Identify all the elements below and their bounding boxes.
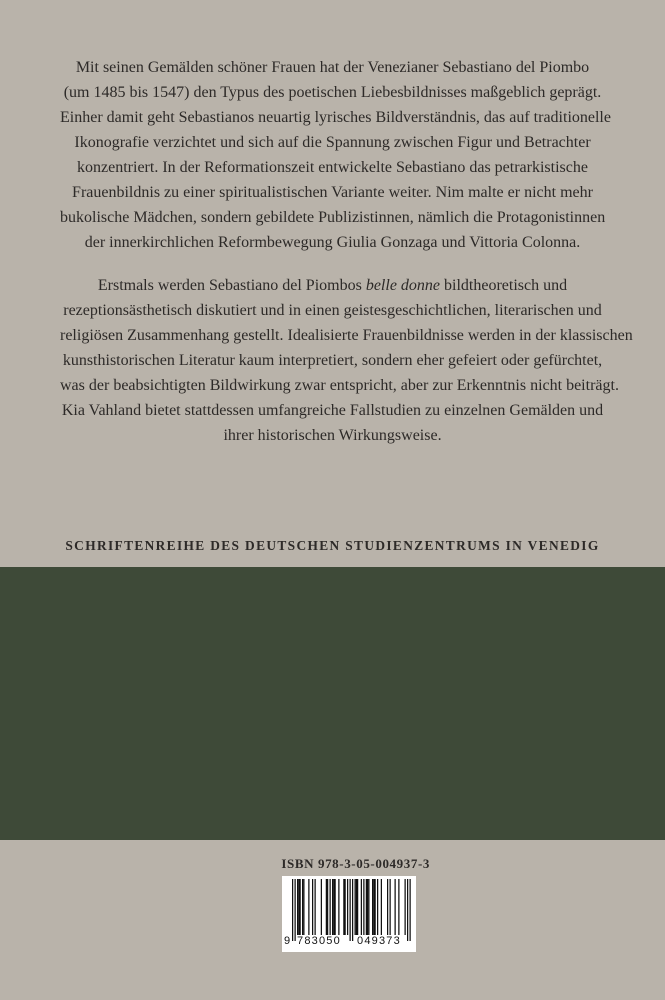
barcode-bar <box>347 879 348 935</box>
barcode-bar <box>308 879 309 935</box>
barcode-bar <box>390 879 391 935</box>
barcode-bar <box>357 879 358 935</box>
barcode-bar <box>297 879 298 935</box>
barcode-bar <box>375 879 376 935</box>
blurb-2-line: rezeptionsästhetisch diskutiert und in einen geistesgeschichtlichen, literarischen und <box>63 302 602 319</box>
blurb-2-first-line <box>60 273 605 298</box>
barcode-bar <box>350 879 351 941</box>
barcode-bar <box>361 879 362 935</box>
barcode-bar <box>387 879 388 935</box>
isbn-label: ISBN 978-3-05-004937-3 <box>281 856 430 871</box>
barcode-bar <box>335 879 336 935</box>
blurb-2-italic-title: belle donne <box>365 277 441 294</box>
barcode-bar <box>366 879 367 935</box>
barcode-bar <box>315 879 316 935</box>
barcode-bar <box>327 879 328 935</box>
blurb-1-line: Frauenbildnis zu einer spiritualistischen Variante weiter. Nim malte er nicht mehr <box>72 184 593 201</box>
blurb-1-line: der innerkirchlichen Reformbewegung Giulia Gonzaga und Vittoria Colonna. <box>84 234 581 251</box>
barcode-digits-left: 783050 <box>297 935 341 947</box>
barcode-bar <box>330 879 331 935</box>
blurb-2-line-start: Erstmals werden Sebastiano del Piombos <box>97 277 366 294</box>
barcode-bar <box>295 879 296 941</box>
barcode-bar <box>345 879 346 935</box>
barcode <box>282 876 416 952</box>
barcode-bar <box>302 879 303 935</box>
barcode-bar <box>333 879 334 935</box>
barcode-bar <box>356 879 357 935</box>
blurb-2-line-end: bildtheoretisch und <box>440 277 568 294</box>
blurb-2-line: kunsthistorischen Literatur kaum interpretiert, sondern eher gefeiert oder gefürchtet, <box>62 352 603 369</box>
barcode-digit-first: 9 <box>284 935 291 947</box>
barcode-bar <box>367 879 368 935</box>
blurb-2-line: ihrer historischen Wirkungsweise. <box>223 427 442 444</box>
barcode-bar <box>381 879 382 935</box>
blurb-2-line: Kia Vahland bietet stattdessen umfangreiche Fallstudien zu einzelnen Gemälden und <box>61 402 604 419</box>
blurb-1-line: (um 1485 bis 1547) den Typus des poetischen Liebesbildnisses maßgeblich geprägt. <box>63 84 602 101</box>
barcode-bar <box>303 879 304 935</box>
blurb-1-line: konzentriert. In der Reformationszeit entwickelte Sebastiano das petrarkistische <box>77 159 588 176</box>
barcode-bar <box>395 879 396 935</box>
barcode-bar <box>321 879 322 935</box>
barcode-bar <box>326 879 327 935</box>
barcode-bar <box>372 879 373 935</box>
blurb-1-line: Einher damit geht Sebastianos neuartig lyrisches Bildverständnis, das auf traditionelle <box>60 109 611 126</box>
barcode-bar <box>298 879 299 935</box>
barcode-bar <box>338 879 339 935</box>
barcode-bar <box>407 879 408 941</box>
barcode-bar <box>373 879 374 935</box>
blurb-1-line: bukolische Mädchen, sondern gebildete Publizistinnen, nämlich die Protagonistinnen <box>60 209 606 226</box>
series-title: SCHRIFTENREIHE DES DEUTSCHEN STUDIENZENTRUMS IN VENEDIG <box>65 538 600 553</box>
barcode-bar <box>405 879 406 935</box>
green-color-band <box>0 567 665 840</box>
barcode-bar <box>292 879 293 941</box>
blurb-2-line: religiösen Zusammenhang gestellt. Idealisierte Frauenbildnisse werden in der klassischen <box>60 327 633 344</box>
barcode-bar <box>343 879 344 935</box>
blurb-paragraph-1 <box>60 55 611 255</box>
barcode-bar <box>312 879 313 935</box>
barcode-bar <box>410 879 411 941</box>
barcode-digits-right: 049373 <box>357 935 401 947</box>
barcode-bar <box>398 879 399 935</box>
barcode-bar <box>352 879 353 941</box>
barcode-bar <box>355 879 356 935</box>
blurb-paragraph-2 <box>60 273 633 448</box>
blurb-1-line: Ikonografie verzichtet und sich auf die Spannung zwischen Figur und Betrachter <box>74 134 591 151</box>
barcode-bar <box>300 879 301 935</box>
blurb-1-line: Mit seinen Gemälden schöner Frauen hat der Venezianer Sebastiano del Piombo <box>75 59 590 76</box>
barcode-bar <box>368 879 369 935</box>
barcode-bar <box>332 879 333 935</box>
blurb-2-line: was der beabsichtigten Bildwirkung zwar entspricht, aber zur Erkenntnis nicht beiträgt. <box>60 377 619 394</box>
barcode-bar <box>363 879 364 935</box>
barcode-bar <box>377 879 378 935</box>
